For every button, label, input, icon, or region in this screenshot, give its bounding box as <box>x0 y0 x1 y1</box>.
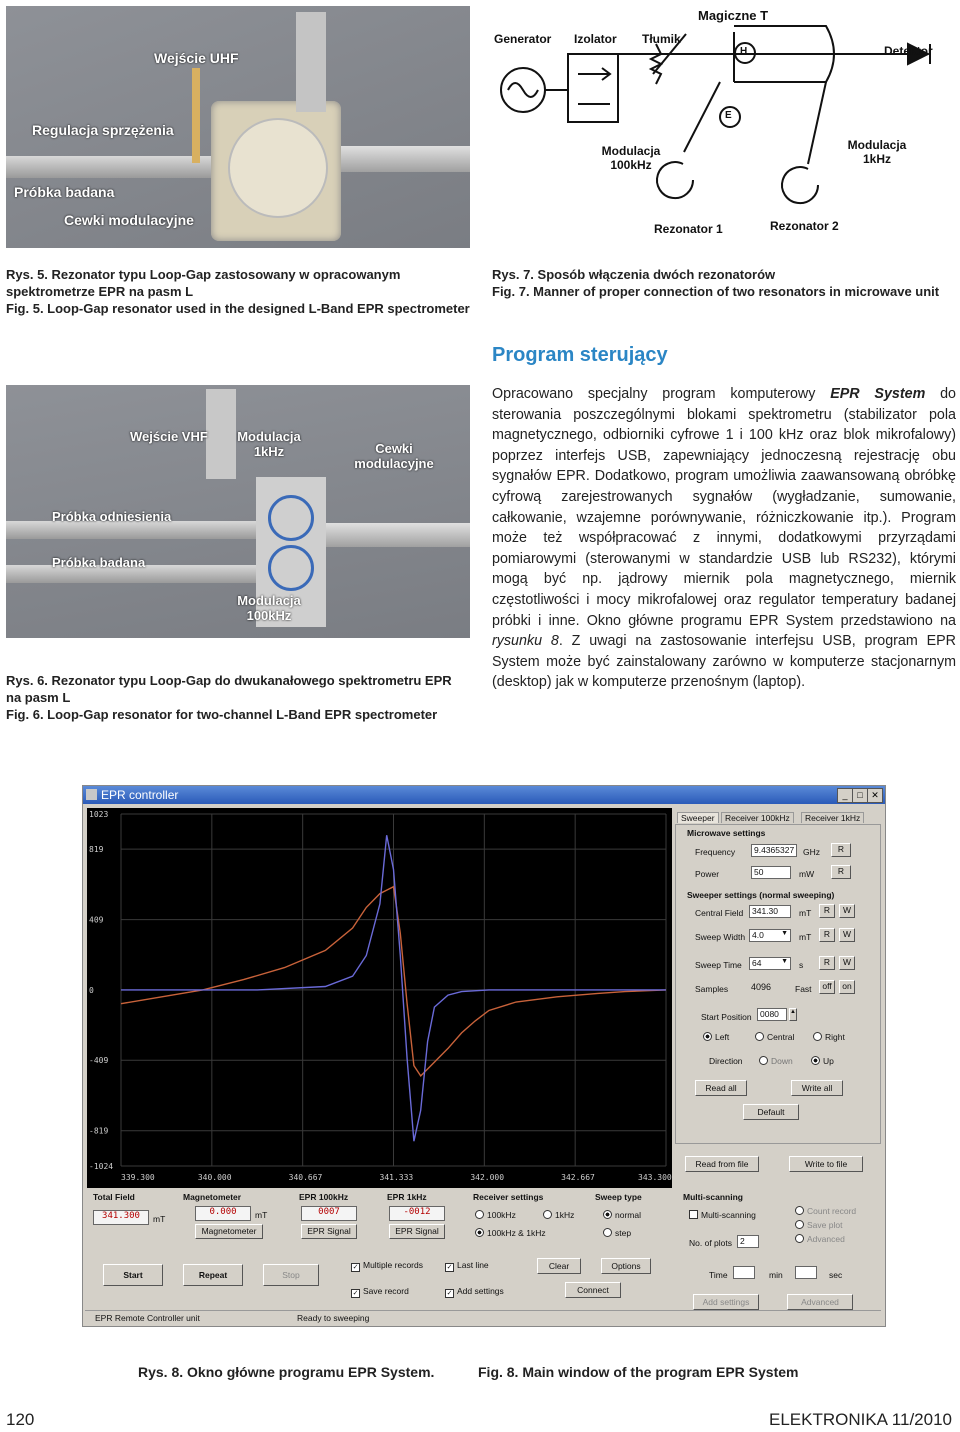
start-central-label: Central <box>767 1032 795 1042</box>
central-field-unit: mT <box>799 908 812 918</box>
window-titlebar <box>83 786 885 804</box>
x-tick-label: 342.000 <box>470 1173 505 1182</box>
fig6-caption <box>6 672 470 723</box>
sweep-normal-label: normal <box>615 1210 641 1220</box>
read-from-file-button[interactable]: Read from file <box>685 1156 759 1172</box>
epr-window <box>82 785 886 1327</box>
coupling-rod <box>192 68 200 163</box>
receiver-1khz-radio[interactable] <box>543 1210 574 1220</box>
x-tick-label: 340.667 <box>288 1173 323 1182</box>
status-right: Ready to sweeping <box>297 1313 370 1323</box>
total-field-label: Total Field <box>93 1192 135 1202</box>
epr1-display: -0012 <box>389 1206 445 1221</box>
label-res2: Rezonator 2 <box>770 219 839 233</box>
fig6-label-coils: Cewki modulacyjne <box>354 441 434 471</box>
power-unit: mW <box>799 869 815 879</box>
time-sec-input[interactable] <box>795 1266 817 1279</box>
epr-plot <box>87 808 672 1188</box>
close-button[interactable]: ✕ <box>867 788 883 803</box>
fig5-caption-en: Fig. 5. Loop-Gap resonator used in the designed L-Band EPR spectrometer <box>6 301 470 316</box>
microwave-circuit-svg <box>488 4 956 248</box>
direction-up-label: Up <box>823 1056 834 1066</box>
label-mod100: Modulacja 100kHz <box>601 144 661 172</box>
app-icon <box>86 789 97 800</box>
body-text-d: rysunku 8 <box>492 633 559 650</box>
y-tick-label: 0 <box>89 985 94 995</box>
x-tick-label: 341.333 <box>379 1173 414 1182</box>
sweep-width-value: 4.0 <box>752 930 764 940</box>
direction-down-radio[interactable] <box>759 1056 793 1066</box>
start-position-label: Start Position <box>701 1012 752 1022</box>
tab-receiver-1khz[interactable]: Receiver 1kHz <box>801 812 864 823</box>
sweep-normal-radio[interactable] <box>603 1210 641 1220</box>
count-record-radio[interactable] <box>795 1206 856 1216</box>
epr100-signal-button[interactable]: EPR Signal <box>301 1224 357 1239</box>
multiple-records-label: Multiple records <box>363 1260 423 1270</box>
count-record-label: Count record <box>807 1206 857 1216</box>
time-min-input[interactable] <box>733 1266 755 1279</box>
y-tick-label: -819 <box>89 1126 109 1136</box>
sweep-width-write[interactable]: W <box>839 928 855 942</box>
right-connector-2 <box>326 523 470 547</box>
lower-coil-circle <box>268 545 314 591</box>
central-field-write[interactable]: W <box>839 904 855 918</box>
window-title: EPR controller <box>101 788 179 802</box>
fig6-caption-pl: Rys. 6. Rezonator typu Loop-Gap do dwukanałowego spektrometru EPR na pasm L <box>6 673 452 705</box>
fig7-caption-en: Fig. 7. Manner of proper connection of two resonators in microwave unit <box>492 284 940 299</box>
connect-button[interactable]: Connect <box>565 1282 621 1298</box>
resonator-window <box>228 118 328 218</box>
fig5-caption <box>6 266 470 317</box>
fig5-label-coils: Cewki modulacyjne <box>64 212 194 228</box>
y-tick-label: 819 <box>89 845 104 855</box>
microwave-group-label: Microwave settings <box>687 828 766 838</box>
add-settings-chk-label: Add settings <box>457 1286 504 1296</box>
total-field-unit: mT <box>153 1214 166 1224</box>
upper-coil-circle <box>268 495 314 541</box>
advanced-opt-label: Advanced <box>807 1234 845 1244</box>
status-left: EPR Remote Controller unit <box>95 1313 200 1323</box>
sweep-time-select[interactable] <box>749 957 791 970</box>
magnetometer-label: Magnetometer <box>183 1192 242 1202</box>
epr100-label: EPR 100kHz <box>299 1192 349 1202</box>
no-plots-input[interactable]: 2 <box>737 1235 759 1248</box>
label-isolator: Izolator <box>574 32 617 46</box>
maximize-button[interactable]: □ <box>852 788 868 803</box>
fig6-label-sample: Próbka badana <box>52 555 146 570</box>
fig5-label-uhf: Wejście UHF <box>154 50 239 66</box>
x-tick-label: 340.000 <box>197 1173 232 1182</box>
multi-scanning-chk-label: Multi-scanning <box>701 1210 756 1220</box>
options-button[interactable]: Options <box>601 1258 651 1274</box>
direction-label: Direction <box>709 1056 743 1066</box>
label-h: H <box>740 46 748 57</box>
sweeper-group-label: Sweeper settings (normal sweeping) <box>687 890 835 900</box>
sweep-step-label: step <box>615 1228 632 1238</box>
min-label: min <box>769 1270 783 1280</box>
receiver-settings-label: Receiver settings <box>473 1192 544 1202</box>
chevron-down-icon: ▼ <box>781 958 788 965</box>
sweep-width-unit: mT <box>799 932 812 942</box>
label-res1: Rezonator 1 <box>654 222 723 236</box>
sweep-time-label: Sweep Time <box>695 960 742 970</box>
magnetometer-button[interactable]: Magnetometer <box>195 1224 263 1239</box>
y-tick-label: -1024 <box>89 1162 114 1171</box>
start-position-input[interactable]: 0080 <box>757 1008 787 1021</box>
save-record-label: Save record <box>363 1286 409 1296</box>
fig6-caption-en: Fig. 6. Loop-Gap resonator for two-channel L-Band EPR spectrometer <box>6 707 438 722</box>
magazine-name: ELEKTRONIKA 11/2010 <box>768 1410 952 1429</box>
epr1-label: EPR 1kHz <box>387 1192 427 1202</box>
x-tick-label: 339.300 <box>121 1173 155 1182</box>
default-button[interactable]: Default <box>743 1104 799 1120</box>
fig5-caption-pl: Rys. 5. Rezonator typu Loop-Gap zastosowany w opracowanym spektrometrze EPR na pasm L <box>6 267 401 299</box>
mount-plate <box>296 12 326 112</box>
right-connector <box>341 146 470 172</box>
fig5-label-coupling: Regulacja sprzężenia <box>32 122 174 138</box>
central-field-input[interactable]: 341.30 <box>749 905 791 918</box>
receiver-both-radio[interactable] <box>475 1228 546 1238</box>
y-tick-label: -409 <box>89 1056 109 1066</box>
chevron-down-icon: ▼ <box>781 930 788 937</box>
fast-label: Fast <box>795 984 812 994</box>
page-number: 120 <box>6 1410 35 1429</box>
start-position-spinner[interactable]: ▲ <box>789 1008 797 1021</box>
receiver-1khz-label: 1kHz <box>555 1210 575 1220</box>
repeat-button[interactable]: Repeat <box>183 1264 243 1286</box>
sec-label: sec <box>829 1270 843 1280</box>
central-field-label: Central Field <box>695 908 744 918</box>
power-read-button[interactable]: R <box>831 865 851 879</box>
frequency-unit: GHz <box>803 847 820 857</box>
magnetometer-unit: mT <box>255 1210 268 1220</box>
last-line-label: Last line <box>457 1260 489 1270</box>
fast-on-button[interactable]: on <box>839 980 855 994</box>
fig6-photo <box>6 385 470 638</box>
stop-button[interactable]: Stop <box>263 1264 319 1286</box>
fig6-label-mod100: Modulacja 100kHz <box>237 593 301 623</box>
clear-button[interactable]: Clear <box>537 1258 581 1274</box>
advanced-button[interactable]: Advanced <box>787 1294 853 1310</box>
write-to-file-button[interactable]: Write to file <box>789 1156 863 1172</box>
label-mod1: Modulacja 1kHz <box>847 138 907 166</box>
epr100-display: 0007 <box>301 1206 357 1221</box>
start-central-radio[interactable] <box>755 1032 794 1042</box>
fig6-label-reference: Próbka odniesienia <box>52 509 172 524</box>
minimize-button[interactable]: _ <box>837 788 853 803</box>
label-magic-t: Magiczne T <box>698 8 769 23</box>
power-label: Power <box>695 869 720 879</box>
time-label: Time <box>709 1270 728 1280</box>
y-tick-label: 1023 <box>89 810 109 819</box>
label-generator: Generator <box>494 32 552 46</box>
fig6-label-mod1: Modulacja 1kHz <box>237 429 301 459</box>
sweep-type-label: Sweep type <box>595 1192 642 1202</box>
body-text-e: . Z uwagi na zastosowanie interfejsu USB, program EPR System może być zainstalowany zarówno w komputerze stacjonarnym (desktop) jak w komputerze przenośnym (laptop). <box>492 633 957 691</box>
fig7-diagram <box>488 4 956 248</box>
fig5-label-sample: Próbka badana <box>14 184 115 200</box>
sweep-width-select[interactable] <box>749 929 791 942</box>
epr-plot-svg <box>87 808 672 1188</box>
mount-plate-2 <box>206 389 236 479</box>
direction-down-label: Down <box>771 1056 793 1066</box>
body-text-c: do sterowania poszczególnymi blokami spektrometru (stabilizator pola magnetycznego, odbiorniki cyfrowe 1 i 100 kHz oraz blok mikrofalowy) poprzez interfejs USB, zapewniający jednoczesną rejestrację obu sygnałów EPR. Dodatkowo, program umożliwia zaawansowaną obróbkę cyfrową zarejestrowanych sygnałów (wygładzanie, sumowanie, całkowanie, wzajemne porównywanie, różniczkowanie itp.). Program może też współpracować z innymi, dodatkowymi przyrządami pomiarowymi (sterowanymi w standardzie USB lub RS232), którymi mogą być np. jądrowy miernik pola magnetycznego, miernik częstotliwości i mocy mikrofalowej oraz regulator temperatury badanej próbki i inne. Okno główne programu EPR System przedstawiono na <box>492 386 957 629</box>
last-line-checkbox[interactable]: ✓ Last line <box>446 1260 489 1271</box>
status-bar <box>85 1310 881 1325</box>
label-attenuator: Tłumik <box>642 32 681 46</box>
samples-value: 4096 <box>751 982 772 992</box>
multi-scanning-checkbox[interactable] <box>689 1210 756 1220</box>
frequency-label: Frequency <box>695 847 736 857</box>
central-field-read[interactable]: R <box>819 904 835 918</box>
frequency-input[interactable]: 9.4365327 <box>751 844 797 857</box>
add-settings-button[interactable]: Add settings <box>693 1294 759 1310</box>
tab-sweeper[interactable]: Sweeper <box>677 812 719 823</box>
start-right-radio[interactable] <box>813 1032 845 1042</box>
multiple-records-checkbox[interactable]: ✓ Multiple records <box>352 1260 423 1271</box>
magnetometer-display: 0.000 <box>195 1206 251 1221</box>
start-button[interactable]: Start <box>103 1264 163 1286</box>
x-tick-label: 342.667 <box>561 1173 595 1182</box>
label-detector: Detektor <box>884 44 933 58</box>
fig7-caption-pl: Rys. 7. Sposób włączenia dwóch rezonatorów <box>492 267 776 282</box>
start-left-label: Left <box>715 1032 730 1042</box>
fig6-label-vhf: Wejście VHF <box>130 429 208 444</box>
power-input[interactable]: 50 <box>751 866 791 879</box>
write-all-button[interactable]: Write all <box>791 1080 843 1096</box>
fig5-photo <box>6 6 470 248</box>
save-plot-radio[interactable] <box>795 1220 842 1230</box>
y-tick-label: 409 <box>89 915 104 925</box>
fig8-caption-en: Fig. 8. Main window of the program EPR System <box>478 1364 799 1380</box>
epr1-signal-button[interactable]: EPR Signal <box>389 1224 445 1239</box>
sweep-time-read[interactable]: R <box>819 956 835 970</box>
body-text-b: EPR System <box>830 386 926 402</box>
sweep-step-radio[interactable] <box>603 1228 631 1238</box>
start-right-label: Right <box>825 1032 845 1042</box>
left-connector <box>6 156 211 178</box>
receiver-100khz-radio[interactable] <box>475 1210 516 1220</box>
advanced-radio[interactable] <box>795 1234 845 1244</box>
samples-label: Samples <box>695 984 729 994</box>
read-all-button[interactable]: Read all <box>695 1080 747 1096</box>
section-title: Program sterujący <box>492 344 668 366</box>
start-left-radio[interactable] <box>703 1032 729 1042</box>
total-field-display: 341.300 <box>93 1210 149 1225</box>
sweep-width-label: Sweep Width <box>695 932 746 942</box>
sweep-width-read[interactable]: R <box>819 928 835 942</box>
sweep-time-write[interactable]: W <box>839 956 855 970</box>
x-tick-label: 343.300 <box>638 1173 672 1182</box>
receiver-100khz-label: 100kHz <box>487 1210 516 1220</box>
fast-off-button[interactable]: off <box>819 980 835 994</box>
tab-receiver-100khz[interactable]: Receiver 100kHz <box>721 812 794 823</box>
frequency-read-button[interactable]: R <box>831 843 851 857</box>
direction-up-radio[interactable] <box>811 1056 834 1066</box>
add-settings-checkbox[interactable]: ✓ Add settings <box>446 1286 504 1297</box>
fig8-caption-pl: Rys. 8. Okno główne programu EPR System. <box>138 1364 435 1380</box>
body-paragraph <box>492 384 956 693</box>
save-record-checkbox[interactable]: ✓ Save record <box>352 1286 409 1297</box>
body-text-a: Opracowano specjalny program komputerowy <box>492 386 831 402</box>
save-plot-label: Save plot <box>807 1220 843 1230</box>
sweep-time-value: 64 <box>752 958 762 968</box>
label-e: E <box>725 110 732 121</box>
no-plots-label: No. of plots <box>689 1238 732 1248</box>
multi-scanning-group-label: Multi-scanning <box>683 1192 743 1202</box>
receiver-both-label: 100kHz & 1kHz <box>487 1228 546 1238</box>
fig7-caption <box>492 266 956 300</box>
sweep-time-unit: s <box>799 960 804 970</box>
